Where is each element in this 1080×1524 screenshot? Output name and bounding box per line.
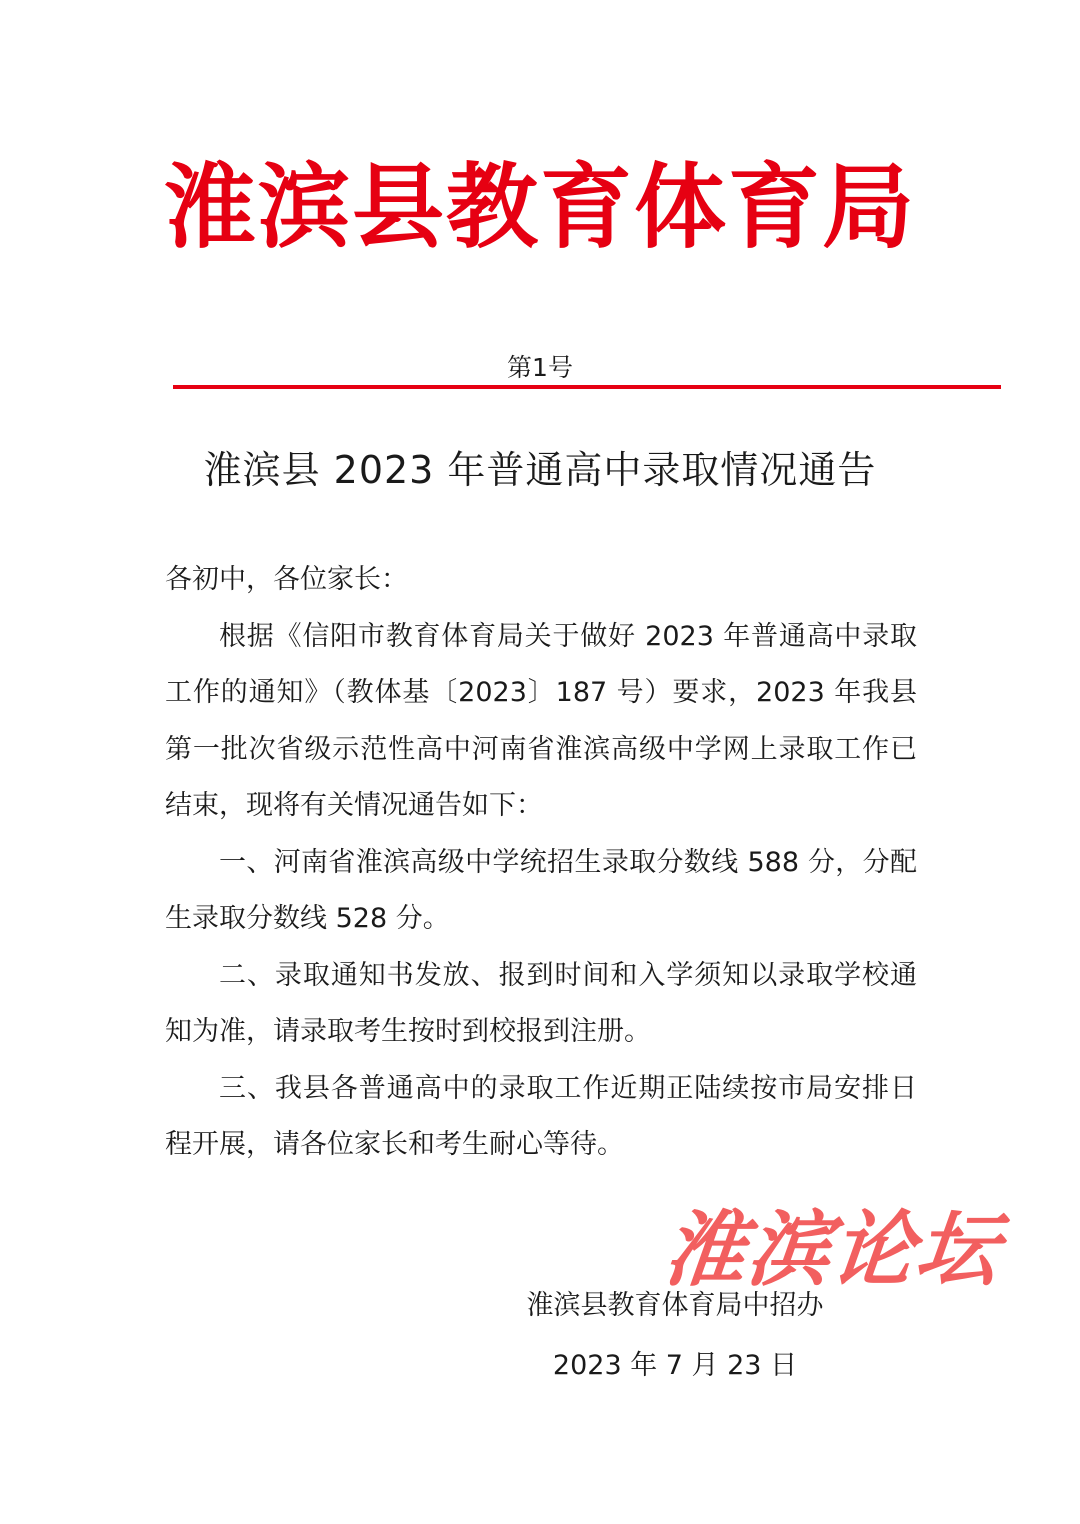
- notice-title: 淮滨县 2023 年普通高中录取情况通告: [203, 448, 877, 492]
- forum-watermark: 淮滨论坛: [658, 1202, 1006, 1298]
- signing-date: 2023 年 7 月 23 日: [552, 1350, 798, 1381]
- item-1-paragraph: 一、河南省淮滨高级中学统招生录取分数线 588 分，分配生录取分数线 528 分。: [165, 846, 917, 934]
- item-3-paragraph: 三、我县各普通高中的录取工作近期正陆续按市局安排日程开展，请各位家长和考生耐心等待。: [165, 1072, 917, 1160]
- issuer-masthead: 淮滨县教育体育局: [163, 154, 916, 261]
- signing-office: 淮滨县教育体育局中招办: [526, 1290, 824, 1321]
- red-divider-line: [173, 385, 1001, 389]
- intro-paragraph: 根据《信阳市教育体育局关于做好 2023 年普通高中录取工作的通知》（教体基〔2023〕187 号）要求，2023 年我县第一批次省级示范性高中河南省淮滨高级中学网上录取工作已结束，现将有关情况通告如下：: [165, 620, 917, 821]
- item-2-paragraph: 二、录取通知书发放、报到时间和入学须知以录取学校通知为准，请录取考生按时到校报到注册。: [165, 959, 917, 1047]
- notice-body: [165, 552, 917, 1174]
- document-number: 第1号: [507, 353, 573, 382]
- salutation: 各初中，各位家长：: [165, 564, 408, 595]
